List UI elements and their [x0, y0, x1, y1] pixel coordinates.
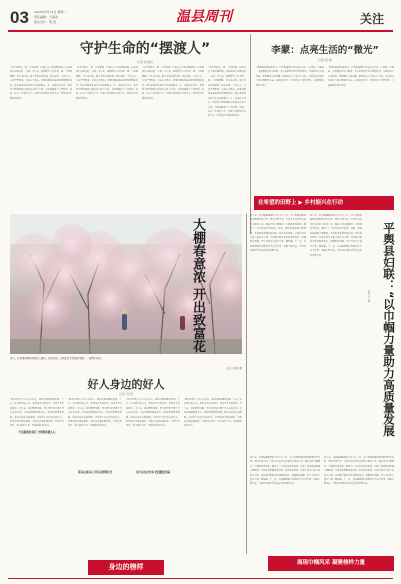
story-3-col-3: “我们村里出了这么多好人，他们的事迹感动着每一个人。”在村民们的口中，他们是平凡的邻居，也是不平凡的榜样。多年来，他们默默奉献，用实际行动诠释了什么是真善美。无论是照顾孤寡老人，还是帮助困难家庭，他们总是冲在最前面。正是有了这些身边的好人，村里的风气越来越好，邻里关系越来越和睦。大家纷纷表示，要向他们学习，争做新时代的好人。 [126, 399, 180, 428]
footer-right-tag-text: 展现巾帼风采 凝聚榜样力量 [297, 560, 365, 566]
section-title: 关注 [360, 12, 385, 26]
story-1-col-3: “只要有我在，就一定要把每一位病人安全地送到医院。”这是他常挂在嘴边的一句话。多年来，他始终坚守在急救一线，与时间赛跑，为生命护航。每当急救电话响起，他总是第一个冲出去，无论严寒酷暑，无论白天黑夜。同事们都说他是最值得信赖的伙伴，病人家属也称他为生命的摆渡人。在一次深夜出诊中，他冒着大雨将突发心梗的老人背下六楼，为抢救赢得了宝贵时间。他说，这份工作虽然辛苦，但每当看到病人转危为安，所有的付出都是值得的。 [142, 67, 204, 100]
story-2-col-2: “我能做的事情虽然小，但也希望能给身边的人带来一点温暖。”李蒙是一名普通的社区志愿者，多年来她坚持走访困难群众，为他们送去生活物资，帮助解决实际问题。她组织成立了爱心小分队，带动更多居民参与到志愿服务中来。在她的带动下，社区形成了邻里互助、守望相助的良好氛围。 [328, 67, 394, 87]
story-1-col-2: “只要有我在，就一定要把每一位病人安全地送到医院。”这是他常挂在嘴边的一句话。多年来，他始终坚守在急救一线，与时间赛跑，为生命护航。每当急救电话响起，他总是第一个冲出去，无论严寒酷暑，无论白天黑夜。同事们都说他是最值得信赖的伙伴，病人家属也称他为生命的摆渡人。在一次深夜出诊中，他冒着大雨将突发心梗的老人背下六楼，为抢救赢得了宝贵时间。他说，这份工作虽然辛苦，但每当看到病人转危为安，所有的付出都是值得的。 [76, 67, 138, 100]
story-3-byline: 记者 刘 洋 [119, 392, 133, 396]
column-divider [250, 34, 251, 234]
story-1-col-4: “只要有我在，就一定要把每一位病人安全地送到医院。”这是他常挂在嘴边的一句话。多年来，他始终坚守在急救一线，与时间赛跑，为生命护航。每当急救电话响起，他总是第一个冲出去，无论严寒酷暑，无论白天黑夜。同事们都说他是最值得信赖的伙伴，病人家属也称他为生命的摆渡人。在一次深夜出诊中，他冒着大雨将突发心梗的老人背下六楼，为抢救赢得了宝贵时间。他说，这份工作虽然辛苦，但每当看到病人转危为安，所有的付出都是值得的。 [208, 67, 246, 118]
photo-caption: 近日，赵堡镇某种植基地的大棚内，春意盎然，村民们正忙着管护果树，一派繁忙景象。 [10, 357, 104, 360]
editor-line: 责任编辑：王海涛 [34, 15, 59, 19]
feature-banner [254, 196, 394, 210]
photo-credit: 记者 李明轩 摄 [226, 367, 242, 370]
right-byline: 记者 王 瑶 [367, 290, 370, 302]
story-3-subhead-2: 用真心换真心 用行动诠释担当 [68, 470, 122, 474]
designer-line: 版式设计：周 涛 [34, 20, 56, 24]
photo-headline: 大棚春意浓 开出致富花 [190, 218, 205, 353]
story-2-title: 李蒙：点亮生活的“微光” [271, 45, 379, 56]
right-body-col-2: 近年来，县妇联紧紧围绕全县中心工作，充分发挥妇联组织的桥梁纽带作用，团结引领全县广大妇女在经济社会发展中建功立业。通过开展巾帼建功、巾帼创业等活动，激发了广大妇女的创业热情。同时，积极推进家庭文明建设，开展最美家庭评选活动，弘扬良好家风。在维护妇女儿童合法权益方面，县妇联不断完善维权服务体系，畅通维权渠道，切实为妇女儿童办实事、解难题。下一步，县妇联将继续发挥妇女半边天作用，凝聚巾帼力量，为推动县域经济高质量发展贡献力量。 [310, 215, 362, 257]
footer-right-tag [268, 556, 394, 571]
page-header [0, 0, 401, 34]
date-line: 2023年3月13日 星期一 [34, 10, 67, 14]
story-3-subhead-3: 为乡亲们办实事 把温暖送到家 [126, 470, 180, 474]
right-lower-col-2: 近年来，县妇联紧紧围绕全县中心工作，充分发挥妇联组织的桥梁纽带作用，团结引领全县广大妇女在经济社会发展中建功立业。通过开展巾帼建功、巾帼创业等活动，激发了广大妇女的创业热情。同时，积极推进家庭文明建设，开展最美家庭评选活动，弘扬良好家风。在维护妇女儿童合法权益方面，县妇联不断完善维权服务体系，畅通维权渠道，切实为妇女儿童办实事、解难题。下一步，县妇联将继续发挥妇女半边天作用，凝聚巾帼力量，为推动县域经济高质量发展贡献力量。 [324, 457, 394, 486]
footer-rule [8, 578, 393, 579]
right-divider [246, 214, 247, 554]
story-3-subhead-1: 不畏艰难担重任 守望相助暖人心 [10, 430, 64, 434]
blossom-trees-illustration [10, 214, 242, 354]
story-1-col-1: “只要有我在，就一定要把每一位病人安全地送到医院。”这是他常挂在嘴边的一句话。多年来，他始终坚守在急救一线，与时间赛跑，为生命护航。每当急救电话响起，他总是第一个冲出去，无论严寒酷暑，无论白天黑夜。同事们都说他是最值得信赖的伙伴，病人家属也称他为生命的摆渡人。在一次深夜出诊中，他冒着大雨将突发心梗的老人背下六楼，为抢救赢得了宝贵时间。他说，这份工作虽然辛苦，但每当看到病人转危为安，所有的付出都是值得的。 [10, 67, 72, 100]
right-body-col-1: 近年来，县妇联紧紧围绕全县中心工作，充分发挥妇联组织的桥梁纽带作用，团结引领全县广大妇女在经济社会发展中建功立业。通过开展巾帼建功、巾帼创业等活动，激发了广大妇女的创业热情。同时，积极推进家庭文明建设，开展最美家庭评选活动，弘扬良好家风。在维护妇女儿童合法权益方面，县妇联不断完善维权服务体系，畅通维权渠道，切实为妇女儿童办实事、解难题。下一步，县妇联将继续发挥妇女半边天作用，凝聚巾帼力量，为推动县域经济高质量发展贡献力量。 [250, 215, 306, 253]
story-1-byline: 记者 张雨轩 [137, 60, 153, 64]
header-rule [8, 30, 393, 32]
footer-left-tag [88, 560, 164, 575]
orchard-photo [10, 214, 242, 354]
story-3-title: 好人身边的好人 [87, 378, 165, 391]
story-3-col-4: “我们村里出了这么多好人，他们的事迹感动着每一个人。”在村民们的口中，他们是平凡的邻居，也是不平凡的榜样。多年来，他们默默奉献，用实际行动诠释了什么是真善美。无论是照顾孤寡老人，还是帮助困难家庭，他们总是冲在最前面。正是有了这些身边的好人，村里的风气越来越好，邻里关系越来越和睦。大家纷纷表示，要向他们学习，争做新时代的好人。 [184, 399, 242, 428]
right-lower-col-1: 近年来，县妇联紧紧围绕全县中心工作，充分发挥妇联组织的桥梁纽带作用，团结引领全县广大妇女在经济社会发展中建功立业。通过开展巾帼建功、巾帼创业等活动，激发了广大妇女的创业热情。同时，积极推进家庭文明建设，开展最美家庭评选活动，弘扬良好家风。在维护妇女儿童合法权益方面，县妇联不断完善维权服务体系，畅通维权渠道，切实为妇女儿童办实事、解难题。下一步，县妇联将继续发挥妇女半边天作用，凝聚巾帼力量，为推动县域经济高质量发展贡献力量。 [250, 457, 320, 486]
page-number: 03 [10, 8, 29, 27]
masthead-logo: 温县周刊 [176, 9, 232, 25]
story-2-byline: 记者 杨 帆 [318, 58, 332, 62]
story-3-col-1: “我们村里出了这么多好人，他们的事迹感动着每一个人。”在村民们的口中，他们是平凡的邻居，也是不平凡的榜样。多年来，他们默默奉献，用实际行动诠释了什么是真善美。无论是照顾孤寡老人，还是帮助困难家庭，他们总是冲在最前面。正是有了这些身边的好人，村里的风气越来越好，邻里关系越来越和睦。大家纷纷表示，要向他们学习，争做新时代的好人。 [10, 399, 64, 428]
right-vertical-headline: 平舆县妇联：“以巾帼力量助力高质量发展 [382, 222, 396, 437]
banner-text: 在希望的田野上 ▶ 乡村振兴在行动 [258, 200, 344, 206]
story-3-col-2: “我们村里出了这么多好人，他们的事迹感动着每一个人。”在村民们的口中，他们是平凡的邻居，也是不平凡的榜样。多年来，他们默默奉献，用实际行动诠释了什么是真善美。无论是照顾孤寡老人，还是帮助困难家庭，他们总是冲在最前面。正是有了这些身边的好人，村里的风气越来越好，邻里关系越来越和睦。大家纷纷表示，要向他们学习，争做新时代的好人。 [68, 399, 122, 428]
footer-left-tag-text: 身边的榜样 [108, 563, 144, 571]
story-1-title: 守护生命的“摆渡人” [79, 41, 211, 57]
story-2-col-1: “我能做的事情虽然小，但也希望能给身边的人带来一点温暖。”李蒙是一名普通的社区志愿者，多年来她坚持走访困难群众，为他们送去生活物资，帮助解决实际问题。她组织成立了爱心小分队，带动更多居民参与到志愿服务中来。在她的带动下，社区形成了邻里互助、守望相助的良好氛围。 [256, 67, 324, 87]
